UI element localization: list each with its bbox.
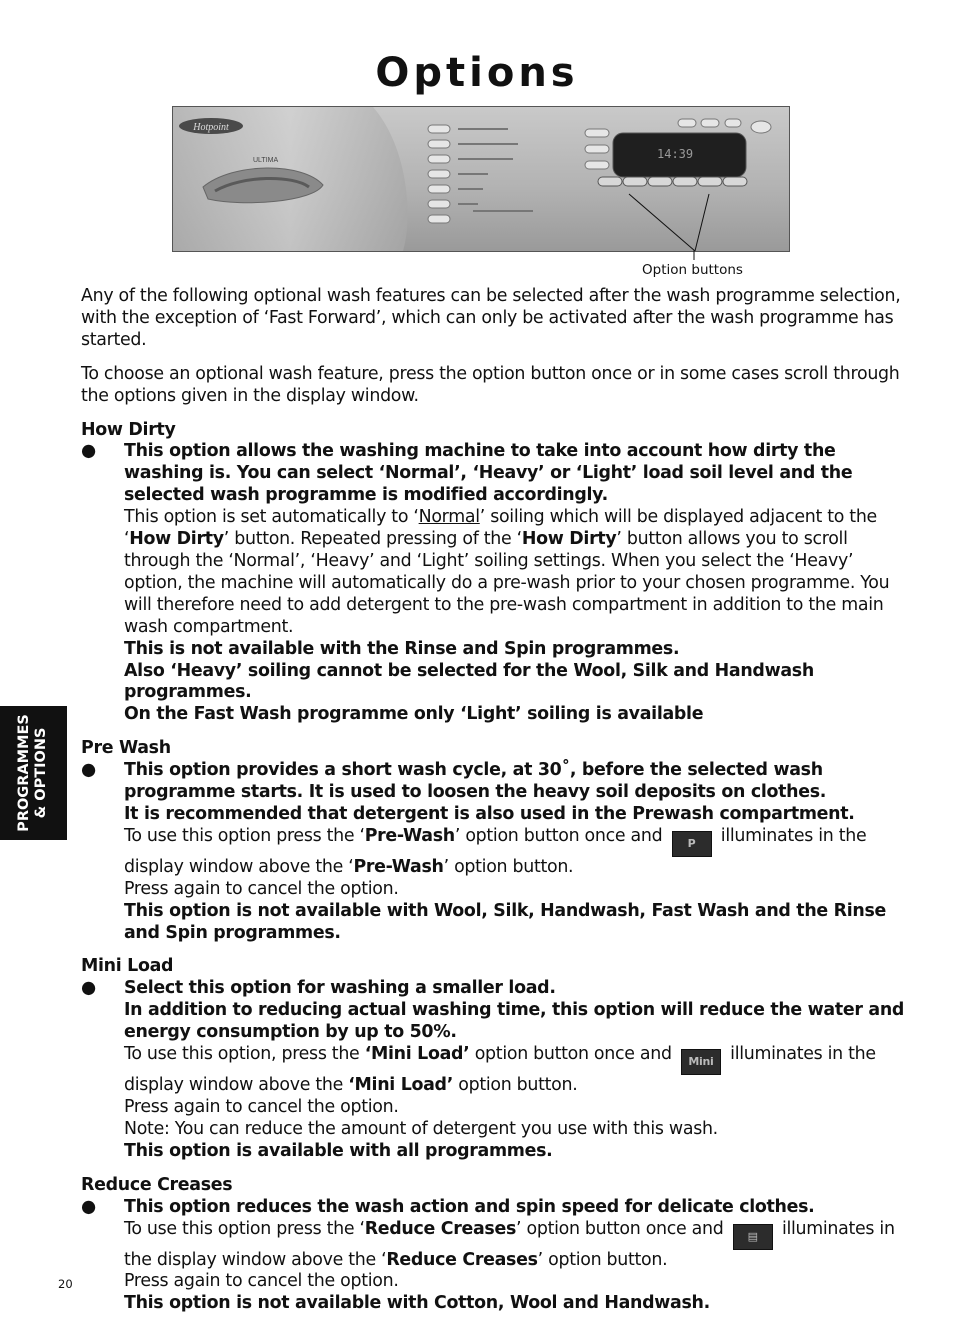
page-title: Options <box>375 50 579 96</box>
note-text: Note: You can reduce the amount of detergent you use with this wash. <box>124 1118 718 1139</box>
restriction-note: This option is not available with Wool, Silk, Handwash, Fast Wash and the Rinse and Spin programmes. <box>124 900 887 943</box>
option-description <box>81 760 906 944</box>
section-reduce-creases <box>81 1175 906 1316</box>
pointer-line-left <box>629 194 695 251</box>
restriction-note: This option is not available with Cotton, Wool and Handwash. <box>124 1293 710 1314</box>
control-panel-photo <box>172 106 790 252</box>
detail-text: To use this option press the ‘Pre-Wash’ option button once and P illuminates in the display window above the ‘Pre-Wash’ option button. <box>124 825 867 877</box>
section-pre-wash <box>81 738 906 944</box>
control-panel-illustration <box>173 107 789 251</box>
option-buttons[interactable] <box>598 177 747 186</box>
lead-text: In addition to reducing actual washing time, this option will reduce the water and energy consumption by up to 50%. <box>124 1000 905 1043</box>
bullet-icon: ● <box>81 760 96 781</box>
page-number: 20 <box>58 1277 73 1291</box>
section-side-tab <box>0 706 67 840</box>
side-tab-label: PROGRAMMES & OPTIONS <box>16 714 49 832</box>
section-how-dirty <box>81 420 906 727</box>
cancel-text: Press again to cancel the option. <box>124 1271 399 1292</box>
cancel-text: Press again to cancel the option. <box>124 1097 399 1117</box>
programme-labels <box>458 128 533 212</box>
programme-buttons <box>428 125 450 223</box>
display-time: 14:39 <box>657 147 694 161</box>
intro-paragraph: Any of the following optional wash features can be selected after the wash programme selection, with the exception of ‘Fast Forward’, which can only be activated after the wash programme has started. <box>81 286 901 350</box>
prewash-display-icon: P <box>672 831 712 857</box>
figure-caption: Option buttons <box>642 262 743 278</box>
model-name: ULTIMA <box>253 157 279 164</box>
section-heading: Reduce Creases <box>81 1174 233 1195</box>
section-heading: Pre Wash <box>81 738 171 759</box>
detail-text: This option is set automatically to ‘Normal’ soiling which will be displayed adjacent to the ‘How Dirty’ button. Repeated pressing of the ‘How Dirty’ button allows you to scroll through the ‘Normal’, ‘Heavy’ and ‘Light’ soiling settings. When you select the ‘Heavy’ option, the machine will automatically do a pre-wash prior to your chosen programme. You will therefore need to add detergent to the pre-wash compartment in addition to the main wash compartment. <box>124 507 890 637</box>
detail-text: To use this option press the ‘Reduce Creases’ option button once and ▤ illuminates in the display window above the ‘Reduce Creases’ option button. <box>124 1218 895 1270</box>
availability-note: This option is available with all programmes. <box>124 1140 553 1161</box>
option-description <box>81 441 906 726</box>
section-heading: Mini Load <box>81 956 174 977</box>
intro-paragraph: To choose an optional wash feature, press the option button once or in some cases scroll through the options given in the display window. <box>81 363 900 406</box>
lead-text: This option allows the washing machine to take into account how dirty the washing is. You can select ‘Normal’, ‘Heavy’ or ‘Light’ load soil level and the selected wash programme is modified accordingly. <box>124 441 853 506</box>
brand-logo-text: Hotpoint <box>193 122 229 133</box>
page-body <box>81 286 906 1327</box>
lead-text: This option provides a short wash cycle, at 30˚, before the selected wash programme starts. It is used to loosen the heavy soil deposits on clothes. <box>124 760 827 803</box>
option-description <box>81 978 906 1162</box>
restriction-note: On the Fast Wash programme only ‘Light’ soiling is available <box>124 704 704 725</box>
restriction-note: Also ‘Heavy’ soiling cannot be selected for the Wool, Silk and Handwash programmes. <box>124 660 814 703</box>
section-mini-load <box>81 956 906 1162</box>
bullet-icon: ● <box>81 978 96 999</box>
reduce-creases-display-icon: ▤ <box>733 1224 773 1250</box>
lead-text: It is recommended that detergent is also used in the Prewash compartment. <box>124 803 855 824</box>
pointer-line-right <box>695 194 709 251</box>
section-heading: How Dirty <box>81 419 176 440</box>
mini-load-display-icon: Mini <box>681 1049 721 1075</box>
caption-pointer <box>690 250 700 262</box>
lead-text: Select this option for washing a smaller load. <box>124 978 556 999</box>
lead-text: This option reduces the wash action and spin speed for delicate clothes. <box>124 1196 815 1217</box>
cancel-text: Press again to cancel the option. <box>124 878 399 899</box>
bullet-icon: ● <box>81 441 96 462</box>
bullet-icon: ● <box>81 1196 96 1217</box>
restriction-note: This is not available with the Rinse and Spin programmes. <box>124 638 680 659</box>
option-description <box>81 1197 906 1316</box>
detail-text: To use this option, press the ‘Mini Load’ option button once and Mini illuminates in the display window above the ‘Mini Load’ option button. <box>124 1044 876 1096</box>
